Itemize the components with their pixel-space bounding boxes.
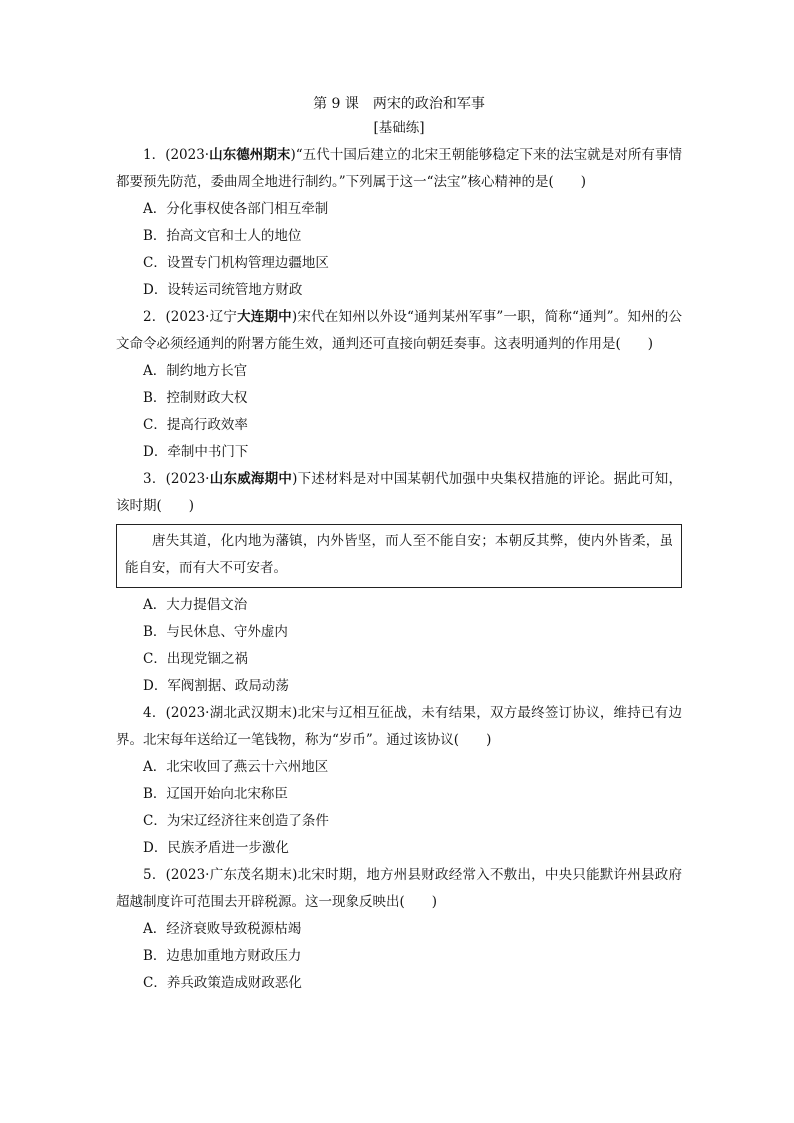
option-a[interactable]: A．经济衰败导致税源枯竭 (143, 921, 302, 937)
option-c[interactable]: C．为宋辽经济往来创造了条件 (143, 813, 329, 829)
option-c[interactable]: C．养兵政策造成财政恶化 (143, 975, 302, 991)
question-text: 下述材料是对中国某朝代加强中央集权措施的评论。据此可知，该时期( ) (116, 471, 683, 514)
question-number: 1． (143, 147, 166, 163)
option-b[interactable]: B．控制财政大权 (143, 390, 248, 406)
question-source: (2023·广东茂名期末) (165, 867, 298, 883)
option-a[interactable]: A．制约地方长官 (143, 363, 248, 379)
question-source: (2023·山东德州期末) (165, 147, 296, 163)
question-source: (2023·辽宁大连期中) (165, 309, 298, 325)
option-b[interactable]: B．边患加重地方财政压力 (143, 948, 302, 964)
option-c[interactable]: C．设置专门机构管理边疆地区 (143, 255, 329, 271)
question-5 (116, 862, 682, 997)
question-text: 宋代在知州以外设“通判某州军事”一职，简称“通判”。知州的公文命令必须经通判的附署方能生效，通判还可直接向朝廷奏事。这表明通判的作用是( ) (116, 309, 683, 352)
question-number: 3． (143, 471, 166, 487)
question-text: 北宋时期，地方州县财政经常入不敷出，中央只能默许州县政府超越制度许可范围去开辟税源。这一现象反映出( ) (116, 867, 683, 910)
option-b[interactable]: B．辽国开始向北宋称臣 (143, 786, 288, 802)
question-source: (2023·山东威海期中) (165, 471, 298, 487)
option-d[interactable]: D．军阀割据、政局动荡 (143, 678, 289, 694)
question-number: 4． (143, 705, 166, 721)
option-c[interactable]: C．出现党锢之祸 (143, 651, 248, 667)
question-4 (116, 700, 682, 862)
question-stem (116, 142, 682, 196)
option-d[interactable]: D．设转运司统管地方财政 (143, 282, 303, 298)
option-c[interactable]: C．提高行政效率 (143, 417, 248, 433)
source-material-box: 唐失其道，化内地为藩镇，内外皆坚，而人至不能自安；本朝反其弊，使内外皆柔，虽能自安，而有大不可安者。 (116, 524, 682, 588)
question-stem (116, 466, 682, 520)
worksheet-content (116, 92, 682, 997)
option-b[interactable]: B．与民休息、守外虚内 (143, 624, 288, 640)
option-d[interactable]: D．牵制中书门下 (143, 444, 249, 460)
option-b[interactable]: B．抬高文官和士人的地位 (143, 228, 302, 244)
question-1 (116, 142, 682, 304)
option-a[interactable]: A．大力提倡文治 (143, 597, 248, 613)
question-2 (116, 304, 682, 466)
question-source: (2023·湖北武汉期末) (165, 705, 298, 721)
question-text: “五代十国后建立的北宋王朝能够稳定下来的法宝就是对所有事情都要预先防范，委曲周全地进行制约。”下列属于这一“法宝”核心精神的是( ) (116, 147, 682, 190)
option-a[interactable]: A．分化事权使各部门相互牵制 (143, 201, 329, 217)
question-stem (116, 862, 682, 916)
option-d[interactable]: D．民族矛盾进一步激化 (143, 840, 289, 856)
section-label: [基础练] (373, 120, 425, 136)
lesson-title: 第 9 课 两宋的政治和军事 (313, 96, 485, 112)
question-number: 5． (143, 867, 166, 883)
question-stem (116, 304, 682, 358)
question-number: 2． (143, 309, 166, 325)
question-text: 北宋与辽相互征战，未有结果，双方最终签订协议，维持已有边界。北宋每年送给辽一笔钱物，称为“岁币”。通过该协议( ) (116, 705, 683, 748)
option-a[interactable]: A．北宋收回了燕云十六州地区 (143, 759, 329, 775)
question-stem (116, 700, 682, 754)
question-3 (116, 466, 682, 700)
